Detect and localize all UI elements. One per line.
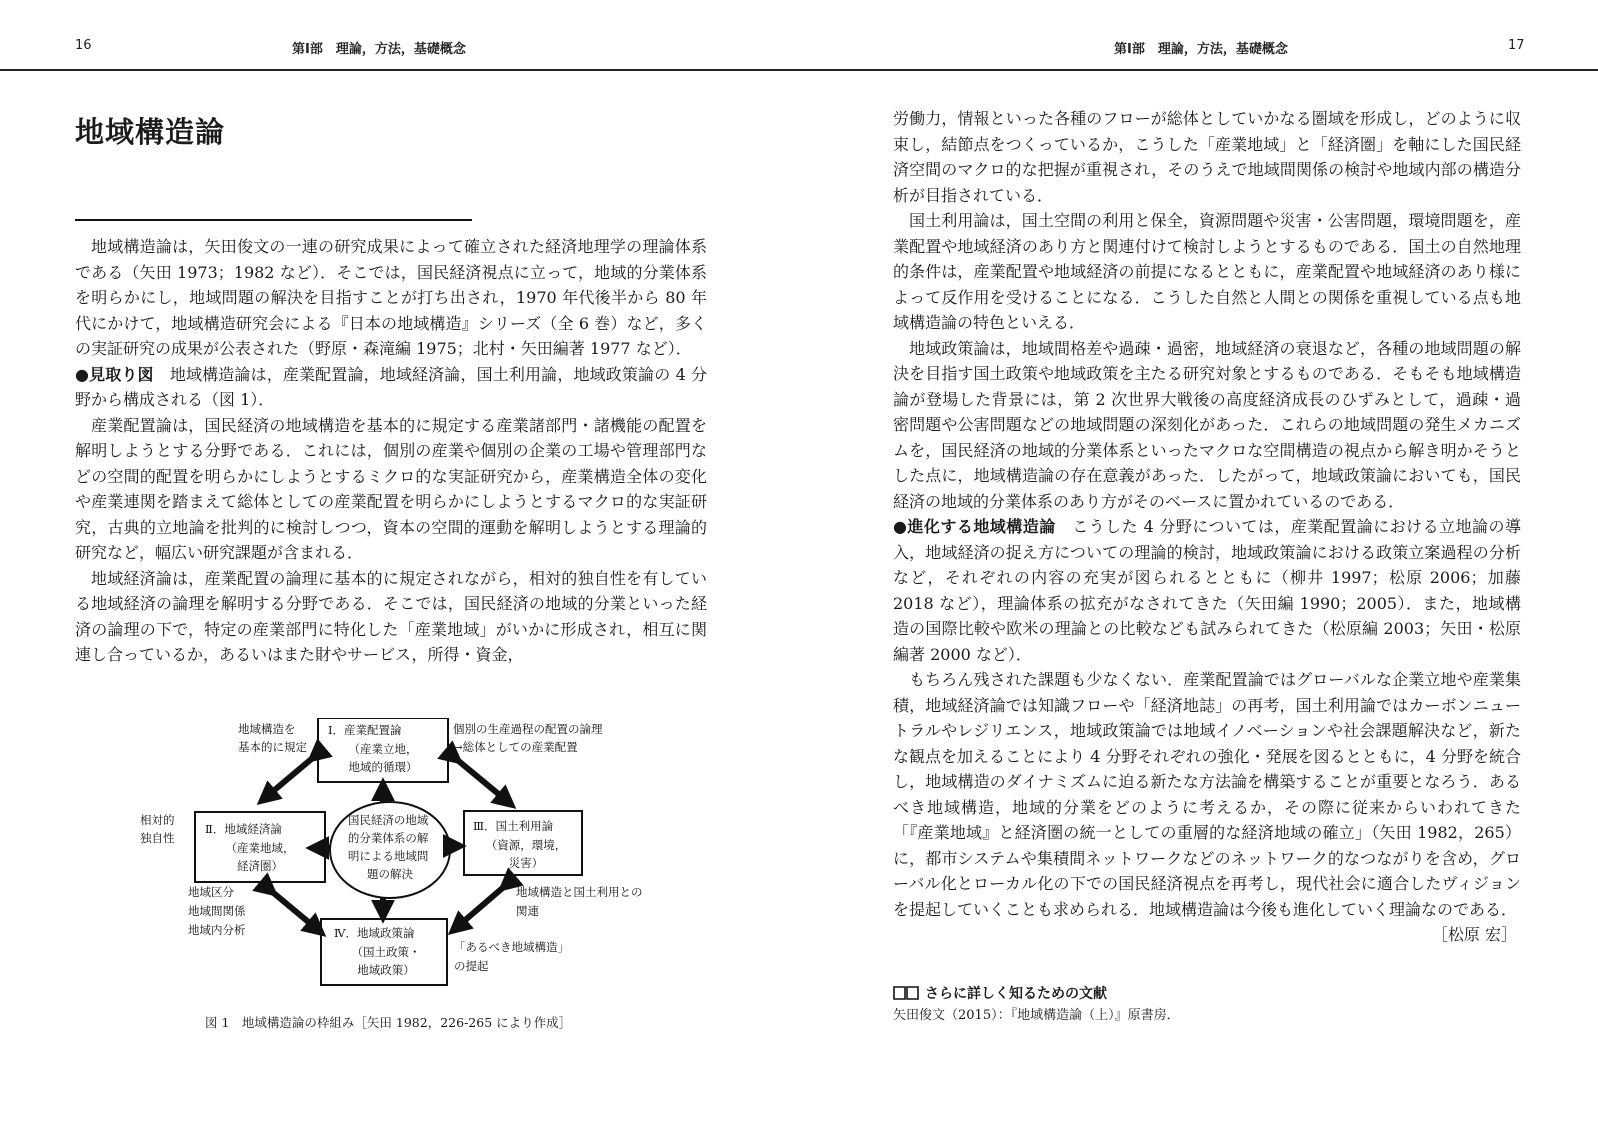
running-head-left: 第Ⅰ部 理論，方法，基礎概念 <box>292 42 466 57</box>
center-text: 国民経済の地域 的分業体系の解 明による地域問 題の解決 <box>347 813 429 881</box>
svg-text:経済圏）: 経済圏） <box>237 859 283 873</box>
svg-text:Ⅳ．地域政策論: Ⅳ．地域政策論 <box>334 926 415 940</box>
article-title: 地域構造論 <box>75 115 226 149</box>
paragraph-continued: 労働力，情報といった各種のフローが総体としていかなる圏域を形成し，どのように収束し，結節点をつくっているか，こうした「産業地域」と「経済圏」を軸にした国民経済空間のマクロ的な把握が重視され，そのうえで地域間関係の検討や地域内部の構造分析が目指されている． <box>893 109 1521 205</box>
label-bottom-left: 地域区分 地域間関係 地域内分析 <box>188 885 246 937</box>
figure-framework-diagram <box>140 718 660 1013</box>
box-regional-policy <box>321 919 447 985</box>
label-bottom-right-1: 地域構造と国土利用との 関連 <box>516 885 643 918</box>
header-rule-right <box>800 69 1598 71</box>
paragraph-remaining-issues <box>893 667 1521 944</box>
svg-text:災害）: 災害） <box>508 856 544 870</box>
paragraph-evolution <box>893 514 1521 667</box>
label-top-right: 個別の生産過程の配置の論理 →総体としての産業配置 <box>453 722 603 754</box>
paragraph-land-use: 国土利用論は，国土空間の利用と保全，資源問題や災害・公害問題，環境問題を，産業配置や地域経済のあり方と関連付けて検討しようとするものである．国土の自然地理的条件は，産業配置や地域経済の前提になるとともに，産業配置や地域経済のあり様によって反作用を受けることになる．こうした自然と人間との関係を重視している点も地域構造論の特色といえる． <box>893 211 1521 332</box>
svg-text:（産業立地，: （産業立地， <box>348 742 418 756</box>
running-head-right: 第Ⅰ部 理論，方法，基礎概念 <box>1114 42 1288 57</box>
author-signature: ［松原 宏］ <box>1431 925 1517 944</box>
reference-entry: 矢田俊文（2015）：『地域構造論（上）』原書房． <box>893 1008 1180 1023</box>
paragraph-intro: 地域構造論は，矢田俊文の一連の研究成果によって確立された経済地理学の理論体系である（矢田 1973；1982 など）．そこでは，国民経済視点に立って，地域的分業体系を明らかにし，地域問題の解決を目指すことが打ち出され，1970 年代後半から 80 年代にかけて，地域構造研究会による『日本の地域構造』シリーズ（全 6 巻）など，多くの実証研究の成果が公表された（野原・森滝編 1975；北村・矢田編著 1977 など）． <box>75 237 707 358</box>
figure-caption: 図 1 地域構造論の枠組み［矢田 1982，226-265 により作成］ <box>205 1015 572 1030</box>
section-heading-overview: ●見取り図 <box>75 364 154 384</box>
arrow-3-4 <box>456 885 506 928</box>
svg-text:Ⅲ．国土利用論: Ⅲ．国土利用論 <box>473 819 554 833</box>
arrow-1-3 <box>455 758 508 802</box>
title-rule <box>75 219 472 221</box>
svg-text:（国土政策・: （国土政策・ <box>351 945 421 959</box>
paragraph-overview <box>75 362 707 413</box>
header-rule-left <box>0 69 800 71</box>
label-top-left: 地域構造を 基本的に規定 <box>238 722 307 754</box>
box-regional-economy <box>195 812 325 882</box>
svg-text:（産業地域，: （産業地域， <box>225 841 295 855</box>
paragraph-remaining-issues-text: もちろん残された課題も少なくない．産業配置論ではグローバルな企業立地や産業集積，地域経済論では知識フローや「経済地誌」の再考，国土利用論ではカーボンニュートラルやレジリエンス，地域政策論では地域イノベーションや社会課題解決など，新たな観点を加えることにより 4 分野それぞれの強化・発展を図るとともに，4 分野を統合し，地域構造のダイナミズムに迫る新たな方法論を構築することが重要となろう．あるべき地域構造，地域的分業をどのように考えるか，その際に従来からいわれてきた「『産業地域』と経済圏の統一としての重層的な経済地域の確立」（矢田 1982，265）に，都市システムや集積間ネットワークなどのネットワーク的なつながりを含め，グローバル化とローカル化の下での国民経済視点を再考し，現代社会に適合したヴィジョンを提起していくことも求められる．地域構造論は今後も進化していく理論なのである． <box>893 670 1521 919</box>
paragraph-regional-policy: 地域政策論は，地域間格差や過疎・過密，地域経済の衰退など，各種の地域問題の解決を目指す国土政策や地域政策を主たる研究対象とするものである．そもそも地域構造論が登場した背景には，第 2 次世界大戦後の高度経済成長のひずみとして，過疎・過密問題や公害問題などの地域問題の深刻化があった．これらの地域問題の発生メカニズムを，国民経済の地域的分業体系といったマクロな空間構造の視点から解き明かそうとした点に，地域構造論の存在意義があった．したがって，地域政策論においても，国民経済の地域的分業体系のあり方がそのベースに置かれているのである． <box>893 338 1521 511</box>
svg-text:地域的循環）: 地域的循環） <box>348 760 418 774</box>
book-icon <box>893 986 919 1000</box>
page-number-right: 17 <box>1508 38 1525 53</box>
label-bottom-right-2: 「あるべき地域構造」 の提起 <box>454 940 569 973</box>
section-text-overview: 地域構造論は，産業配置論，地域経済論，国土利用論，地域政策論の 4 分野から構成される（図 1）． <box>75 364 707 409</box>
right-body-text <box>893 106 1521 948</box>
svg-text:Ⅱ．地域経済論: Ⅱ．地域経済論 <box>205 822 282 836</box>
page-number-left: 16 <box>75 38 92 53</box>
further-reading-title: さらに詳しく知るための文献 <box>925 986 1107 1002</box>
further-reading-heading <box>893 983 1107 1003</box>
svg-text:地域政策）: 地域政策） <box>357 963 415 977</box>
svg-text:（資源，環境，: （資源，環境， <box>485 838 567 852</box>
left-body-text <box>75 234 707 668</box>
section-heading-evolution: ●進化する地域構造論 <box>893 517 1056 536</box>
box-land-use <box>464 811 582 875</box>
arrow-2-4 <box>270 890 318 930</box>
box-industrial-location <box>318 718 448 782</box>
arrow-1-2 <box>265 756 315 798</box>
label-left: 相対的 独自性 <box>140 813 175 845</box>
section-text-evolution: こうした 4 分野については，産業配置論における立地論の導入，地域経済の捉え方についての理論的検討，地域政策論における政策立案過程の分析など，それぞれの内容の充実が図られるとともに（柳井 1997；松原 2006；加藤 2018 など），理論体系の拡充がなされてきた（矢田編 1990；2005）．また，地域構造の国際比較や欧米の理論との比較なども試みられてきた（松原編 2003；矢田・松原編著 2000 など）． <box>893 517 1521 664</box>
paragraph-industrial-location: 産業配置論は，国民経済の地域構造を基本的に規定する産業諸部門・諸機能の配置を解明しようとする分野である．これには，個別の産業や個別の企業の工場や管理部門などの空間的配置を明らかにしようとするミクロ的な実証研究から，産業構造全体の変化や産業連関を踏まえて総体としての産業配置を明らかにしようとするマクロ的な実証研究，古典的立地論を批判的に検討しつつ，資本の空間的運動を解明しようとする理論的研究など，幅広い研究課題が含まれる． <box>75 415 707 562</box>
svg-text:Ⅰ．産業配置論: Ⅰ．産業配置論 <box>328 723 402 737</box>
paragraph-regional-economy: 地域経済論は，産業配置の論理に基本的に規定されながら，相対的独自性を有している地域経済の論理を解明する分野である．そこでは，国民経済の地域的分業といった経済の論理の下で，特定の産業部門に特化した「産業地域」がいかに形成され，相互に関連し合っているか，あるいはまた財やサービス，所得・資金， <box>75 568 707 664</box>
